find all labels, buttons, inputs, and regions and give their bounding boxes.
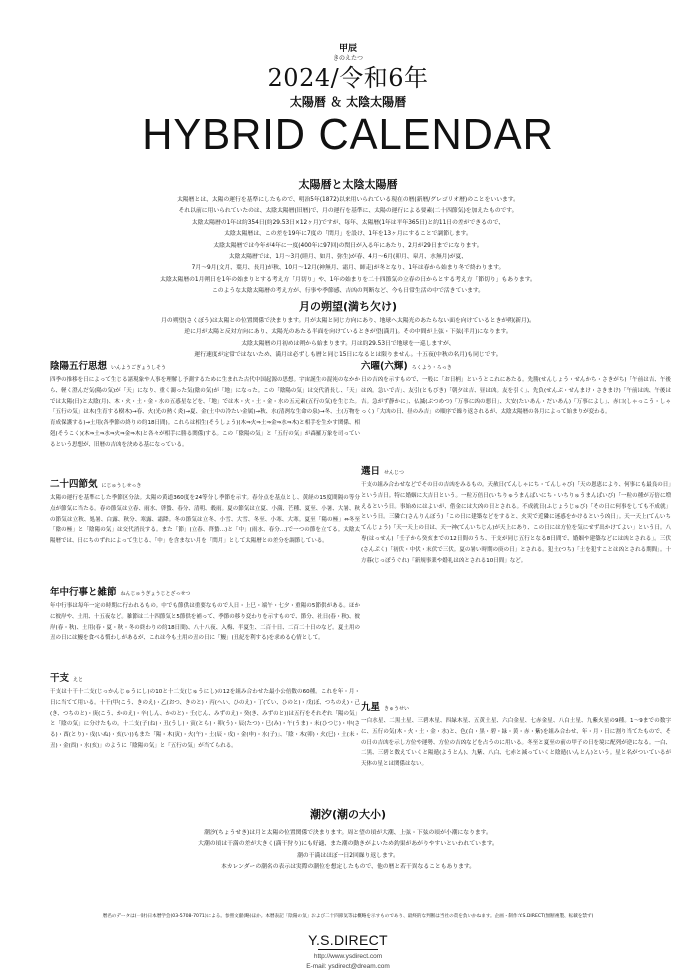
eto-label: 甲辰: [338, 44, 357, 54]
section-body-eto: 干支は十干十二支(じっかんじゅうにし)の10と十二支(じゅうにし)の12を組み合わせた最小公倍数の60種。これを年・月・日に当てて用いる。十干(甲(こう、きのえ)・乙(おつ、きのと)・丙(へい、ひのえ)・丁(てい、ひのと)・戊(ぼ、つちのえ)・己(き、つちのと)・庚(こう、かのえ)・辛(しん、かのと)・壬(じん、みずのえ)・癸(き、みずのと))は五行をそれぞれ「陽の気」と「陰の気」に分けたもの。十二支(子(ね)・丑(うし)・寅(とら)・卯(う)・辰(たつ)・巳(み)・午(うま)・未(ひつじ)・申(さる)・酉(とり)・戌(いぬ)・亥(い))もまた「陽・木(寅)・火(午)・土(辰・戌)・金(申)・水(子)」、「陰・木(卯)・火(巳)・土(未・丑)・金(酉)・水(亥)」のように「陰陽の気」と「五行の気」が当てられる。: [50, 689, 360, 749]
moon-title: 月の朔望(満ち欠け): [298, 300, 398, 313]
intro-line: 7月～9月(文月、葉月、長月)が秋、10月～12月(神無月、霜月、師走)が冬となり、1年は春から始まり冬で終わります。: [191, 265, 505, 272]
intro-line: それ以前に用いられていたのは、太陰太陽暦(旧暦)で、月の運行を基準に、太陽の運行による要素(二十四節気)を加えたものです。: [178, 208, 518, 215]
moon-text: [40, 316, 656, 362]
section-heading-gyoji: 年中行事と雑節 ねんじゅうぎょうじとざっせつ: [50, 587, 191, 598]
intro-line: 太陰太陽暦では今年が4年に一度(400年に97回)の閏日が入る年にあたり、2月が29日までになります。: [213, 242, 483, 249]
intro-title: 太陽暦と太陰太陽暦: [298, 178, 398, 191]
moon-line: 太陰太陽暦の月初めは朔から始まります。月は約29.53日で地球を一巡しますが、: [241, 340, 455, 347]
section-heading-senjitsu: 選日 せんじつ: [361, 466, 405, 477]
calendar-title: HYBRID CALENDAR: [142, 110, 554, 159]
section-body-rokuyo: 日の吉凶を示すもので、一般に「お日柄」というとこれにあたる。先勝(せんしょう・せんかち・さきがち)「午前は吉、午後は凶。急いで吉」、友引(ともびき)「朝夕は吉、昼は凶。友を引く」、先負(せんぶ・せんまけ・さきまけ)「午前は凶、午後は吉。急がず静かに」、仏滅(ぶつめつ)「万事に凶の悪日」、大安(たいあん・だいあん)「万事によし」、赤口(しゃっこう・しゃっく)「大凶の日、昼のみ吉」の順序で繰り返されるが、太陰太陽暦の各月によって始まりが変わる。: [361, 377, 671, 416]
intro-text: [40, 195, 656, 298]
moon-line: 運行速度が定常ではないため、満月は必ずしも暦と同じ15日になるとは限りません。十五夜(中秋の名月)も同じです。: [194, 352, 502, 359]
tide-line: 大潮の頃は干満の差が大きく(満干狩り)にも好適、また潮の動きがよいため釣果があがりやすいといわれています。: [198, 841, 498, 848]
intro-line: このような太陰太陽暦の考え方が、行事や季節感、吉凶の判断など、今も日常生活の中で活きています。: [212, 288, 484, 295]
section-heading-sekki: 二十四節気 にじゅうしせっき: [50, 479, 142, 490]
section-body-senjitsu: 干支の組み合わせなどでその日の吉凶をみるもの。天赦日(てんしゃにち・てんしゃび)「天の恩恵により、何事にも最良の日」という吉日。特に婚姻に大吉日という。一粒万倍日(いちりゅうまんばいにち・いちりゅうまんばいび)「一粒の種が万倍に増えるという日。事始めにはよいが、借金には大凶の日とされる。不成就日(ふじょうじゅび)「その日に何事をしても不成就」という日。三隣亡(さんりんぼう)「この日に建築などをすると、火災で近隣に迷惑をかけるという凶日」。天一天上(てんいちてんじょう)「天一天上の日は、天一神(てんいちじん)が天上にあり、この日には方位を気にせず出かけてよい」という日。八専(はっせん)「壬子から癸亥までの12日間のうち、干支が同じ五行となる8日間で、婚姻や建築などには凶とされる」。三伏(さんぷく)「初伏・中伏・末伏で三伏。夏の暑い時期の庚の日」とされる。犯土(つち)「土を犯すことは凶とされる期間」。十方暮(じっぽうぐれ)「新規事業や婚礼は凶とされる10日間」など。: [361, 482, 671, 564]
intro-line: 太陰太陽暦の1月朔日を1年の始まりとする考え方「月切り」や、1年の始まりを二十四節気の立春の日からとする考え方「節切り」もあります。: [160, 276, 536, 283]
brand-logo: Y.S.DIRECT: [308, 932, 388, 948]
section-body-onmyo: 四季の推移を日によって生じる諸現象や人事を理解し予測するために生まれた古代中国起源の思想。宇宙誕生の混沌のなかから、軽く澄んだ気(陽の気)が「天」になり、重く濁った気(陰の気)が「地」になった。この「陰陽の気」は交代消長し、「天」では太陽(日)と太陰(月)、木・火・土・金・水の五惑星などを、「地」では木・火・土・金・水の五元素(五行の気)を生じた。「五行の気」は木(生育する樹木)→春、火(光の熱く炎)→夏、金(土中の冷たい金属)→秋、水(清冽な生命の泉)→冬、土(万物を育成保護する)→土用(各季節の終りの約18日間)。これらは相生(そうしょう)(木⇒火⇒土⇒金⇒水⇒木)と相手を生かす関係、相剋(そうこく)(木⇒土⇒水⇒火⇒金⇒木)と各々が相手に勝る関係)する。この「陰陽の気」と「五行の気」が森羅万象を司っているという思想が、旧暦の吉凶を決める基になっている。: [50, 377, 360, 448]
year-heading: 2024/令和6年: [267, 64, 429, 92]
section-heading-rokuyo: 六曜(六輝) ろくよう・ろっき: [361, 361, 452, 372]
website-link[interactable]: http://www.ysdirect.com: [313, 953, 383, 960]
tide-text: [40, 828, 656, 874]
moon-line: 月の朔望(さくぼう)は太陽との位置関係で決まります。月が太陽と同じ方向にあり、地球へ太陽光のあたらない面を向けているときが朔(新月)。: [161, 318, 535, 324]
tide-line: 潮汐(ちょうせき)は月と太陽の位置関係で決まります。周と望の頃が大潮、上弦・下弦の頃が小潮になります。: [204, 830, 492, 836]
intro-line: 太陰太陽暦では、1月～3月(睦月、如月、弥生)が春、4月～6月(卯月、皐月、水無月)が夏、: [228, 254, 468, 261]
tide-line: 潮の干満はほぼ一日2回繰り返します。: [297, 852, 399, 859]
section-body-sekki: 太陽の運行を基準にした季節区分法。太陽の黄道360度を24等分し季節を示す。春分点を基点とし、黄経の15度間隔の等分点が節気に当たる。春の節気は立春、雨水、啓蟄、春分、清明、穀雨。夏の節気は立夏、小満、芒種、夏至、小暑、大暑、秋の節気は立秋、処暑、白露、秋分、寒露、霜降。冬の節気は立冬、小雪、大雪、冬至、小寒、大寒。夏至「陽の極」⇔冬至「陰の極」と「陰陽の気」は交代消長する。また「節」(立春、啓蟄…)と「中」(雨水、春分…)で一つの節を立てる。太陰太陽暦では、日にちのずれによって生じる、「中」を含まない月を「閏月」として太陽暦との差分を調節している。: [50, 495, 360, 545]
eto-reading: きのえたつ: [332, 55, 363, 62]
email-link[interactable]: E-mail: ysdirect@dream.com: [306, 963, 390, 970]
right-column: [361, 360, 671, 802]
moon-line: 逆に月が太陽と反対方向にあり、太陽光のあたる半面を向けているときが望(満月)。その中間が上弦・下弦(半月)になります。: [184, 329, 512, 336]
intro-line: 太陰太陽暦の1年は約354日(約29.53日×12ヶ月)ですが、毎年、太陽暦(1年は平年365日)と約11日の差ができるので、: [191, 219, 505, 226]
section-heading-kyusei: 九星 きゅうせい: [361, 702, 410, 713]
section-body-kyusei: 一白水星、二黒土星、三碧木星、四緑木星、五黄土星、六白金星、七赤金星、八白土星、九紫火星の9種。1～9までの数字に、五行の気(木・火・土・金・水)と、色(白・黒・碧・緑・黄・赤・紫)を組み合わせ、年・月・日に割り当てたもので、その日の吉凶を示し方位や運勢、方位の吉凶などを占うのに用いる。冬至と夏至の前の甲子の日を境に配列が逆になる。一白、二黒、三碧と数えていくと陽遁(ようとん)、九紫、八白、七赤と減っていくと陰遁(いんとん)という。星と名がついているが天体の星とは関係はない。: [361, 718, 671, 768]
tide-title: 潮汐(潮の大小): [309, 808, 387, 821]
logo-underline: [318, 949, 378, 950]
section-heading-onmyo: 陰陽五行思想 いんようごぎょうしそう: [50, 361, 167, 372]
section-body-gyoji: 年中行事は毎年一定の時期に行われるもの。中でも節供は重要なもので人日・上巳・端午・七夕・重陽の5節供がある。ほかに彼岸や、土用、十五夜など。雑節は二十四節気と5節供を補って、季節の移り変わりを示すもので、節分、社日(春・秋)、彼岸(春・秋)、土用(春・夏・秋・冬の終わりの約18日間)、八十八夜、入梅、半夏生、二百十日、二百二十日のなど。夏土用の丑の日には鰻を食べる慣わしがあるが、これは今も土用の丑の日に「鰻」(丑紀を利する)を求める心情として。: [50, 603, 360, 642]
footnote: 暦名のデータは(一財)日本暦学会(03-5708-7071)による。参照文献(略)ほか。本暦表記「陰陽の気」および二十四節気等は概略を示すものであり、最終的な判断は当社の責を負いかねます。企画・制作:Y.S.DIRECT(無断複製、転載を禁ず): [102, 914, 594, 919]
calendar-subtitle: 太陽暦 ＆ 太陰太陽暦: [289, 95, 407, 109]
tide-line: 本カレンダーの潮名の表示は実際の潮位を想定したもので、他の暦と若干異なることもあります。: [220, 864, 476, 871]
left-column: [50, 360, 360, 773]
intro-line: 太陰太陽暦は、この差を19年に7度の「閏月」を設け、1年を13ヶ月にすることで調節します。: [224, 231, 472, 238]
section-heading-eto: 干支 えと: [50, 673, 84, 684]
intro-line: 太陽暦とは、太陽の運行を基準にしたもので、明治5年(1872)以来用いられている現在の暦(新暦/グレゴリオ暦)のことをいいます。: [177, 197, 519, 203]
